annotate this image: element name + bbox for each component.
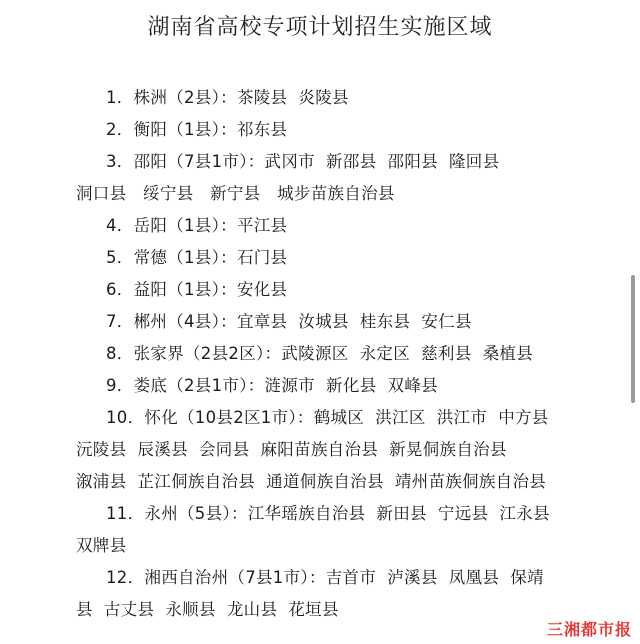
scrollbar[interactable] — [631, 275, 635, 403]
region-line-10-cont-1: 沅陵县 辰溪县 会同县 麻阳苗族自治县 新晃侗族自治县 — [76, 440, 507, 459]
region-line-11-cont: 双牌县 — [76, 536, 127, 555]
region-line-10: 10．怀化（10县2区1市）：鹤城区 洪江区 洪江市 中方县 — [106, 408, 549, 427]
region-line-6: 6．益阳（1县）：安化县 — [106, 280, 288, 299]
region-line-3-cont: 洞口县 绥宁县 新宁县 城步苗族自治县 — [76, 184, 395, 203]
region-line-7: 7．郴州（4县）：宜章县 汝城县 桂东县 安仁县 — [106, 312, 472, 331]
region-line-10-cont-2: 溆浦县 芷江侗族自治县 通道侗族自治县 靖州苗族侗族自治县 — [76, 472, 547, 491]
region-line-3: 3．邵阳（7县1市）：武冈市 新邵县 邵阳县 隆回县 — [106, 152, 500, 171]
region-line-11: 11．永州（5县）：江华瑶族自治县 新田县 宁远县 江永县 — [106, 504, 550, 523]
watermark-logo: 三湘都市报 — [546, 620, 632, 639]
region-line-8: 8．张家界（2县2区）：武陵源区 永定区 慈利县 桑植县 — [106, 344, 534, 363]
region-line-12-cont: 县 古丈县 永顺县 龙山县 花垣县 — [76, 600, 339, 619]
region-line-2: 2．衡阳（1县）：祁东县 — [106, 120, 288, 139]
page-title: 湖南省高校专项计划招生实施区域 — [147, 15, 493, 40]
region-line-1: 1．株洲（2县）：茶陵县 炎陵县 — [106, 88, 349, 107]
region-line-12: 12．湘西自治州（7县1市）：吉首市 泸溪县 凤凰县 保靖 — [106, 568, 544, 587]
region-line-9: 9．娄底（2县1市）：涟源市 新化县 双峰县 — [106, 376, 438, 395]
region-line-4: 4．岳阳（1县）：平江县 — [106, 216, 288, 235]
region-line-5: 5．常德（1县）：石门县 — [106, 248, 288, 267]
